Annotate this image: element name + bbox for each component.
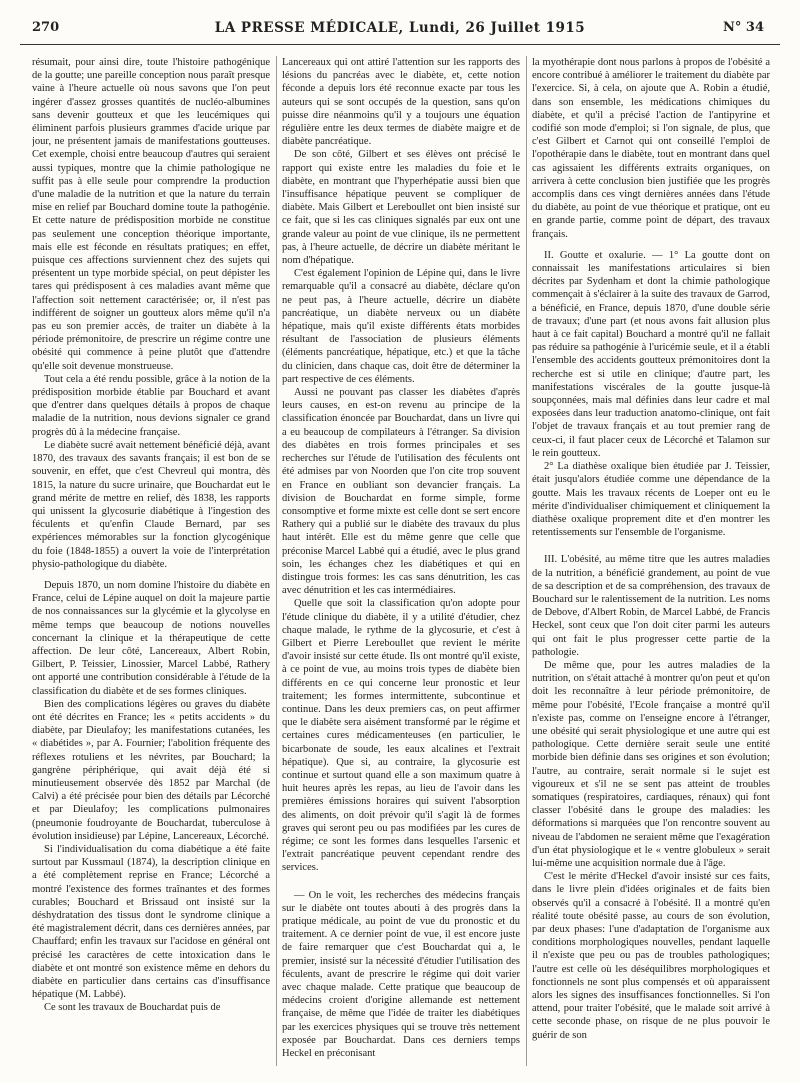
paragraph: II. Goutte et oxalurie. — 1° La goutte dont on connaissait les manifestations articulaires si bien décrites par Sydenham et dont la chimie pathologique commençait à s'éclairer à la suite des travaux de Garrod, a bénéficié, en France, depuis 1870, d'une double série de travaux; d'une part (et nous avons fait allusion plus haut à ce fait capital) Bouchard a montré qu'il ne fallait pas réduire sa pathogénie à l'uricémie seule, et il a établi l'ensemble des accidents goutteux prémonitoires dont la recherche est si utile en clinique; d'autre part, les manifestations viscérales de la goutte jusque-là soupçonnées, mais mal définies dans leur cadre et mal exposées dans leur traduction anatomo-clinique, ont fait l'objet de travaux français et au tout premier rang de ceux-ci, il faut placer ceux de Lécorché et Talamon sur le rein goutteux.: [532, 249, 770, 459]
paragraph: Si l'individualisation du coma diabétique a été faite surtout par Kussmaul (1874), la description clinique en a été complètement reprise en France; Lécorché a montré l'existence des formes traînantes et des formes curables; Bouchard et Brissaud ont insisté sur la déshydratation des tissus dont le syndrome clinique a été magistralement décrit, dans ces dernières années, par Chauffard; enfin les travaux sur l'acidose en général ont précisé les caractères de cette intoxication dans le diabète et ont montré son existence même en dehors du diabète en particulier dans certains cas d'insuffisance hépatique (M. Labbé).: [32, 843, 270, 1001]
paragraph: Aussi ne pouvant pas classer les diabètes d'après leurs causes, en est-on revenu au principe de la classification énoncée par Bouchardat, dans un livre qui a eu beaucoup de compilateurs à l'étranger. Sa division des diabètes en trois formes principales et ses recherches sur l'étude de l'utilisation des féculents ont été admises par von Noorden que l'on cite trop souvent en France en oubliant son devancier français. La division de Bouchardat en forme simple, forme consomptive et forme mixte est celle dont se sert encore Rathery qui a publié sur le diabète des travaux du plus haut intérêt. Elle est du même genre que celle que préconise Marcel Labbé qui a étudié, avec le plus grand soin, les échanges chez les diabétiques et qui en distingue trois formes: les cas sans dénutrition, les cas avec dénutrition et les cas intermédiaires.: [282, 387, 520, 597]
issue-number: N° 34: [723, 20, 764, 35]
paragraph: III. L'obésité, au même titre que les autres maladies de la nutrition, a bénéficié grandement, au point de vue de sa description et de sa compréhension, des travaux de Bouchard sur le ralentissement de la nutrition. Les noms de Debove, d'Albert Robin, de Marcel Labbé, de Francis Heckel, sont ceux que l'on doit citer parmi les auteurs qui ont fait le plus progresser cette partie de la pathologie.: [532, 554, 770, 658]
paragraph: De son côté, Gilbert et ses élèves ont précisé le rapport qui existe entre les maladies du foie et le diabète, en montrant que l'hyperhépatie aussi bien que l'insuffisance hépatique peuvent se compliquer de diabète. Mais Gilbert et Lereboullet ont bien insisté sur ce fait, que si les cas cliniques signalés par eux ont une grande valeur au point de vue clinique, ils ne permettent pas, à l'heure actuelle, de décrire un diabète méritant le nom d'hépatique.: [282, 149, 520, 267]
paragraph: la myothérapie dont nous parlons à propos de l'obésité a encore contribué à améliorer le traitement du diabète par l'exercice. Si, à cela, on ajoute que A. Robin a étudié, dans son ensemble, les médications chimiques du diabète, et qu'il a précisé l'action de l'antipyrine et codifié son mode d'emploi; si l'on signale, de plus, que c'est Gilbert et Carnot qui ont conseillé l'emploi de l'opothérapie dans le diabète, tout en montrant dans quel cas agissaient les différents extraits organiques, on arrivera à cette conclusion bien justifiée que les progrès accomplis dans ces vingt dernières années dans l'étude du diabète, au point de vue théorique et pratique, ont eu en grande partie, comme point de départ, des travaux français.: [532, 57, 770, 240]
paragraph: Depuis 1870, un nom domine l'histoire du diabète en France, celui de Lépine auquel on doit la majeure partie de nos connaissances sur la glycémie et la glycolyse en même temps que beaucoup de notions nouvelles concernant la clinique et la thérapeutique de cette affection. De leur côté, Lancereaux, Albert Robin, Gilbert, P. Teissier, Linossier, Marcel Labbé, Rathery ont apporté une contribution considérable à l'étude de la classification du diabète et de ses formes cliniques.: [32, 579, 270, 697]
text-column-3: [532, 56, 770, 1066]
paragraph: C'est également l'opinion de Lépine qui, dans le livre remarquable qu'il a consacré au diabète, déclare qu'on ne peut pas, à l'heure actuelle, décrire un diabète pancréatique, un diabète nerveux ou un diabète hépatique, mais qu'il existe différents états morbides résultant de l'association de plusieurs éléments (éléments pancréatique, hépatique, etc.) et que la tâche du clinicien, dans chaque cas, doit être de déterminer la part respective de ces éléments.: [282, 268, 520, 385]
paragraph: Lancereaux qui ont attiré l'attention sur les rapports des lésions du pancréas avec le diabète, et, cette notion féconde a depuis lors été reconnue exacte par tous les auteurs qui se sont occupés de la question, sans qu'on puisse dire néanmoins qu'il y a toujours une équation régulière entre les deux termes de diabète maigre et de diabète pancréatique.: [282, 57, 520, 148]
paragraph: De même que, pour les autres maladies de la nutrition, on s'était attaché à montrer qu'on peut et qu'on doit les reconnaître à leur période prémonitoire, de même pour l'obésité, l'Ecole française a montré qu'il n'existe pas, comme on l'enseigne encore à l'étranger, une obésité qui serait physiologique et une autre qui est pathologique. Cette dernière serait seule une entité morbide bien définie dans ses origines et son évolution; l'autre, au contraire, serait normale si le sujet est vigoureux et s'il ne se sent pas atteint de troubles somatiques (respiratoires, cardiaques, rénaux) qui font classer l'obésité dans le groupe des maladies: les déformations si marquées que l'on rencontre souvent au niveau de l'abdomen ne seraient même que l'exagération d'un état physiologique et le « ventre globuleux » serait lui-même une acquisition normale due à l'âge.: [532, 659, 770, 869]
column-divider: [276, 56, 277, 1066]
paragraph: Quelle que soit la classification qu'on adopte pour l'étude clinique du diabète, il y a utilité d'étudier, chez chaque malade, le rythme de la glycosurie, et c'est à Gilbert et Pierre Lereboullet que revient le mérite d'avoir insisté sur cette étude. Ils ont montré qu'il existe, à ce point de vue, au moins trois types de diabète bien différents en ce qui concerne leur pronostic et leur traitement; les formes intermittente, subcontinue et continue. Dans les deux premiers cas, on peut affirmer que le diabète sera aisément transformé par le régime et certaines cures médicamenteuses (en particulier, le bicarbonate de soude, les eaux alcalines et l'extrait hépatique). Que si, au contraire, la glycosurie est continue et surtout quand elle a son maximum quatre à huit heures après les repas, au lieu de l'avoir dans les premières émissions horaires qui suivent l'absorption des aliments, on doit prévoir qu'il s'agit là de formes graves qui seront peu ou pas modifiées par les cures de régime; ce sont les formes dans lesquelles l'arsenic et l'extrait pancréatique peuvent cependant rendre des services.: [282, 598, 520, 874]
paragraph: Tout cela a été rendu possible, grâce à la notion de la prédisposition morbide établie par Bouchard et avant que d'entrer dans quelques détails à propos de chaque maladie de la nutrition, nous devions signaler ce grand progrès dû à la médecine française.: [32, 373, 270, 438]
text-column-2: [282, 56, 520, 1066]
paragraph: — On le voit, les recherches des médecins français sur le diabète ont toutes abouti à des progrès dans la pratique médicale, au point de vue du pronostic et du traitement. A ce dernier point de vue, il est encore juste de faire remarquer que c'est Bouchardat qui a, le premier, insisté sur la nécessité d'étudier l'utilisation des féculents, avant de prescrire le régime qui doit varier avec chaque malade. Cette pratique que beaucoup de médecins croient d'origine allemande est nettement française, de même que l'idée de traiter les diabétiques par les exercices physiques qui se trouve très nettement exposée par Bouchardat. Dans ces derniers temps Heckel en préconisant: [282, 889, 520, 1060]
column-divider: [526, 56, 527, 1066]
paragraph: Ce sont les travaux de Bouchardat puis de: [44, 1002, 221, 1014]
page-number: 270: [32, 20, 60, 35]
paragraph: Le diabète sucré avait nettement bénéficié déjà, avant 1870, des travaux des savants français; il est bon de se souvenir, en effet, que c'est Chevreul qui montra, dès 1815, la nature du sucre urinaire, que Bouchardat eut le grand mérite de mettre en relief, dès 1838, les rapports qui unissent la glycosurie diabétique à l'ingestion des féculents et qu'enfin Claude Bernard, par ses expériences mémorables sur la fonction glycogénique du foie (1848-1855) a ouvert la voie de l'interprétation physio-pathologique du diabète.: [32, 439, 270, 570]
journal-title: LA PRESSE MÉDICALE, Lundi, 26 Juillet 1915: [214, 20, 586, 36]
paragraph: résumait, pour ainsi dire, toute l'histoire pathogénique de la goutte; une pareille conception nous paraît presque vaine à l'heure actuelle où nous savons que l'on peut ingérer d'assez grosses quantités de nucléo-albumines sans devenir goutteux et que les leucémiques qui éliminent parfois plusieurs grammes d'acide urique par jour, ne présentent jamais de manifestations goutteuses. Cet exemple, choisi entre beaucoup d'autres qui seraient aussi typiques, montre que la chimie pathologique ne suffit pas à elle seule pour comprendre la production d'une maladie de la nutrition et que la nature du terrain mise en relief par Bouchard domine toute la pathogénie. Et cette nature de prédisposition morbide ne constitue pas seulement une conception théorique importante, mais elle est féconde en résultats pratiques; en effet, puisque ces affections surviennent chez des sujets qui présentent un type morbide spécial, on peut dépister les tares qui prédisposent à ces maladies avant même que l'affection soit nettement caractérisée; or, il n'est pas indifférent de soigner un goutteux alors même qu'il n'a pas eu son premier accès, de traiter un diabète à la période prémonitoire, de prescrire un régime contre une obésité qui commence à peine plutôt que d'attendre qu'elle soit devenue monstrueuse.: [32, 57, 270, 372]
page-header: [20, 20, 780, 45]
text-column-1: [32, 56, 270, 1066]
paragraph: 2° La diathèse oxalique bien étudiée par J. Teissier, était jusqu'alors étudiée comme une dépendance de la goutte. Mais les travaux récents de Loeper ont eu le mérite d'individualiser chimiquement et cliniquement la diathèse oxalique proprement dite et d'en montrer les retentissements sur l'ensemble de l'organisme.: [532, 461, 770, 539]
paragraph: Bien des complications légères ou graves du diabète ont été décrites en France; les « petits accidents » du diabète, par Dieulafoy; les manifestations cutanées, les « diabétides », par A. Fournier; l'abolition fréquente des réflexes rotuliens et les névrites, par Bouchard; la gangrène périphérique, qui avait déjà été si minutieusement observée dès 1852 par Marchal (de Calvi) a été précisée pour bien des détails par Lécorché et par Dieulafoy; les complications pulmonaires (pneumonie foudroyante de Bouchardat, tuberculose à évolution insidieuse) par Lépine, Lancereaux, Lécorché.: [32, 698, 270, 842]
paragraph: C'est le mérite d'Heckel d'avoir insisté sur ces faits, dans le livre plein d'idées originales et de faits bien observés qu'il a consacré à l'obésité. Il a montré qu'en réalité toute obésité passe, au cours de son évolution, par deux phases: l'une d'adaptation de l'organisme aux conditions morphologiques nouvelles, pendant laquelle il n'existe que peu ou pas de troubles pathologiques; l'autre est celle où les déséquilibres morphologiques et fonctionnels ne sont plus compensés et où apparaissent alors les signes des insuffisances fonctionnelles. Si l'on attend, pour traiter l'obésité, que le malade soit arrivé à cette seconde phase, on risque de ne plus pouvoir le guérir de son: [532, 871, 770, 1041]
